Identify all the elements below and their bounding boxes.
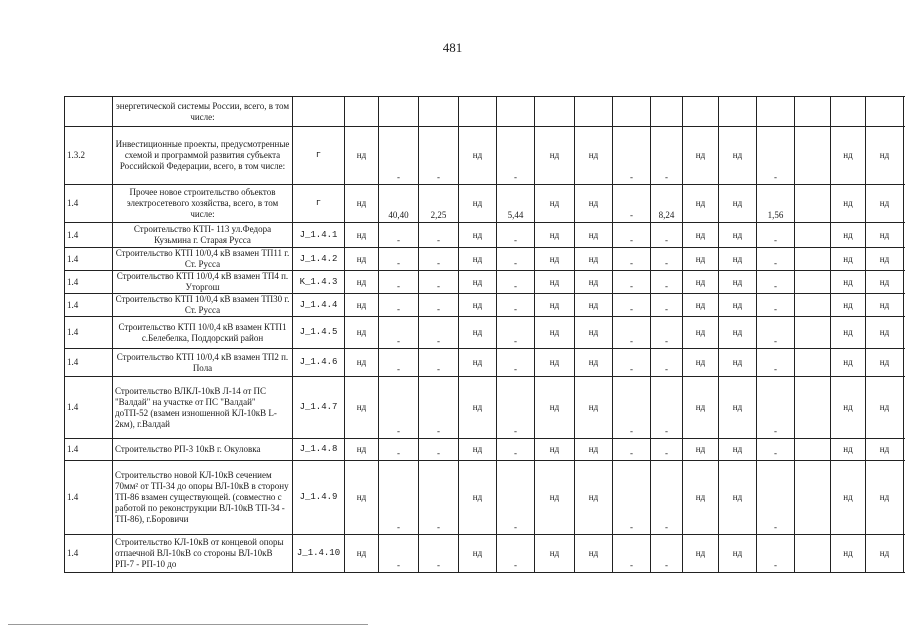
value-cell: нд [683,223,719,248]
value-cell: - [497,248,535,271]
row-name: Прочее новое строительство объектов электросетевого хозяйства, всего, в том числе: [113,185,293,223]
row-code: K_1.4.3 [293,271,345,294]
table-row [65,535,905,573]
value-cell: нд [535,294,575,317]
value-cell: нд [866,248,904,271]
value-cell: нд [866,317,904,349]
row-number: 1.4 [65,185,113,223]
row-number: 1.4 [65,535,113,573]
value-cell: нд [866,127,904,185]
value-cell: - [757,439,795,461]
value-cell: нд [866,223,904,248]
value-cell: - [379,317,419,349]
row-name: Строительство КТП 10/0,4 кВ взамен ТП30 г. Ст. Русса [113,294,293,317]
value-cell: нд [575,377,613,439]
value-cell: нд [719,377,757,439]
value-cell: - [613,127,651,185]
value-cell: нд [719,294,757,317]
row-name: Строительство КЛ-10кВ от концевой опоры отпаечной ВЛ-10кВ со стороны ВЛ-10кВ РП-7 - РП-10 до [113,535,293,573]
value-cell: нд [535,461,575,535]
row-code: J_1.4.4 [293,294,345,317]
value-cell: - [651,349,683,377]
value-cell [795,317,831,349]
value-cell: - [613,535,651,573]
value-cell: - [497,461,535,535]
value-cell: нд [683,349,719,377]
value-cell: нд [831,127,866,185]
row-number: 1.4 [65,271,113,294]
value-cell: нд [866,377,904,439]
value-cell: нд [831,185,866,223]
value-cell [419,97,459,127]
value-cell [345,97,379,127]
row-number: 1.4 [65,248,113,271]
row-number: 1.4 [65,377,113,439]
value-cell [757,97,795,127]
value-cell: - [379,535,419,573]
value-cell: - [379,461,419,535]
value-cell: нд [683,294,719,317]
value-cell: - [379,294,419,317]
value-cell: - [651,317,683,349]
value-cell: нд [535,535,575,573]
value-cell: нд [719,535,757,573]
value-cell: - [497,317,535,349]
row-number: 1.4 [65,223,113,248]
value-cell: нд [535,317,575,349]
value-cell [613,97,651,127]
value-cell: нд [535,271,575,294]
table-row [65,294,905,317]
row-code: J_1.4.1 [293,223,345,248]
value-cell: нд [459,127,497,185]
value-cell: нд [459,461,497,535]
value-cell: нд [683,248,719,271]
value-cell: - [419,377,459,439]
value-cell: нд [459,377,497,439]
value-cell: нд [719,185,757,223]
value-cell: - [651,535,683,573]
row-name: энергетической системы России, всего, в том числе: [113,97,293,127]
row-code: J_1.4.10 [293,535,345,573]
value-cell [795,349,831,377]
value-cell: 40,40 [379,185,419,223]
value-cell: нд [575,223,613,248]
value-cell: - [757,461,795,535]
value-cell: - [757,248,795,271]
value-cell: нд [535,349,575,377]
value-cell [459,97,497,127]
value-cell: нд [535,127,575,185]
value-cell: 5,44 [497,185,535,223]
table-row [65,439,905,461]
row-code: J_1.4.6 [293,349,345,377]
value-cell: - [613,377,651,439]
row-number: 1.4 [65,461,113,535]
value-cell: нд [575,439,613,461]
value-cell: - [651,461,683,535]
row-code: г [293,127,345,185]
row-code: J_1.4.8 [293,439,345,461]
value-cell: нд [459,271,497,294]
table-row [65,223,905,248]
row-name: Строительство КТП 10/0,4 кВ взамен ТП11 г. Ст. Русса [113,248,293,271]
table-row [65,97,905,127]
value-cell: нд [831,349,866,377]
row-name: Инвестиционные проекты, предусмотренные схемой и программой развития субъекта Российской Федерации, всего, в том числе: [113,127,293,185]
row-code: J_1.4.2 [293,248,345,271]
value-cell [795,439,831,461]
value-cell: - [613,271,651,294]
value-cell: нд [683,271,719,294]
value-cell: - [757,535,795,573]
value-cell: - [379,248,419,271]
value-cell [795,271,831,294]
value-cell: нд [345,535,379,573]
investment-table [64,96,905,573]
value-cell: - [419,248,459,271]
value-cell: нд [866,439,904,461]
value-cell [795,127,831,185]
value-cell: нд [459,185,497,223]
value-cell: 8,24 [651,185,683,223]
value-cell: - [651,439,683,461]
footer-rule [8,624,368,625]
value-cell: нд [575,127,613,185]
value-cell: нд [719,127,757,185]
row-name: Строительство новой КЛ-10кВ сечением 70мм² от ТП-34 до опоры ВЛ-10кВ в сторону ТП-86 взамен существующей. (совместно с работой по реконструкции ВЛ-10кВ ТП-34 - ТП-86), г.Боровичи [113,461,293,535]
value-cell: - [651,294,683,317]
value-cell: - [419,223,459,248]
value-cell: - [613,349,651,377]
value-cell: - [379,439,419,461]
value-cell: нд [831,294,866,317]
value-cell: нд [831,271,866,294]
value-cell [651,97,683,127]
value-cell: нд [831,377,866,439]
value-cell: нд [575,294,613,317]
value-cell: нд [575,248,613,271]
value-cell: нд [575,317,613,349]
row-number: 1.4 [65,294,113,317]
value-cell: - [497,535,535,573]
row-code: г [293,185,345,223]
value-cell: нд [459,248,497,271]
value-cell: - [757,127,795,185]
value-cell: - [379,377,419,439]
value-cell [795,461,831,535]
row-code [293,97,345,127]
row-number: 1.4 [65,439,113,461]
value-cell [795,97,831,127]
value-cell: нд [345,377,379,439]
row-name: Строительство КТП 10/0,4 кВ взамен КТП1 с.Белебелка, Поддорский район [113,317,293,349]
value-cell: нд [719,461,757,535]
value-cell: нд [719,271,757,294]
value-cell: - [757,294,795,317]
value-cell: нд [345,248,379,271]
value-cell: - [419,535,459,573]
row-number [65,97,113,127]
value-cell: - [379,349,419,377]
value-cell: - [419,349,459,377]
value-cell: нд [575,535,613,573]
value-cell: нд [683,461,719,535]
value-cell: - [497,349,535,377]
table-row [65,185,905,223]
value-cell: нд [345,439,379,461]
value-cell: нд [719,349,757,377]
value-cell: - [419,294,459,317]
value-cell: нд [831,461,866,535]
value-cell [795,377,831,439]
value-cell [719,97,757,127]
value-cell: - [419,439,459,461]
value-cell: нд [459,317,497,349]
value-cell: нд [459,349,497,377]
value-cell: - [497,294,535,317]
value-cell: - [757,223,795,248]
value-cell: нд [683,535,719,573]
value-cell: нд [345,271,379,294]
value-cell: - [419,461,459,535]
value-cell [866,97,904,127]
row-name: Строительство КТП 10/0,4 кВ взамен ТП2 п. Пола [113,349,293,377]
row-name: Строительство КТП 10/0,4 кВ взамен ТП4 п. Уторгош [113,271,293,294]
value-cell: - [379,223,419,248]
value-cell [831,97,866,127]
value-cell: нд [683,439,719,461]
value-cell: - [497,223,535,248]
value-cell: нд [345,461,379,535]
value-cell: - [651,271,683,294]
row-name: Строительство РП-3 10кВ г. Окуловка [113,439,293,461]
table-row [65,127,905,185]
table-row [65,461,905,535]
value-cell: - [651,127,683,185]
value-cell: нд [683,377,719,439]
value-cell [795,185,831,223]
row-name: Строительство ВЛКЛ-10кВ Л-14 от ПС "Валдай" на участке от ПС "Валдай" доТП-52 (взамен изношенной КЛ-10кВ L-2км), г.Валдай [113,377,293,439]
value-cell: нд [831,535,866,573]
value-cell: нд [345,127,379,185]
value-cell: нд [719,317,757,349]
value-cell: нд [535,248,575,271]
value-cell: нд [345,223,379,248]
value-cell: - [419,271,459,294]
value-cell: нд [683,185,719,223]
value-cell [795,248,831,271]
value-cell: нд [866,185,904,223]
value-cell: - [379,127,419,185]
value-cell: нд [459,294,497,317]
value-cell: - [497,377,535,439]
value-cell: нд [866,461,904,535]
value-cell: нд [459,439,497,461]
value-cell: нд [831,439,866,461]
value-cell: нд [535,185,575,223]
value-cell: нд [866,535,904,573]
value-cell [795,294,831,317]
value-cell: нд [831,223,866,248]
row-code: J_1.4.5 [293,317,345,349]
table-row [65,248,905,271]
row-number: 1.4 [65,349,113,377]
value-cell: - [379,271,419,294]
value-cell: - [419,317,459,349]
value-cell: нд [719,223,757,248]
value-cell [535,97,575,127]
row-number: 1.3.2 [65,127,113,185]
value-cell: - [613,248,651,271]
value-cell: - [651,377,683,439]
value-cell: - [757,271,795,294]
value-cell: нд [683,317,719,349]
value-cell: нд [866,294,904,317]
page-number: 481 [442,40,463,55]
row-number: 1.4 [65,317,113,349]
value-cell: нд [719,248,757,271]
value-cell [379,97,419,127]
row-code: J_1.4.7 [293,377,345,439]
value-cell: нд [575,349,613,377]
value-cell: нд [575,271,613,294]
value-cell: нд [831,248,866,271]
value-cell: нд [866,271,904,294]
value-cell: - [651,223,683,248]
value-cell: - [613,461,651,535]
value-cell: нд [719,439,757,461]
value-cell: нд [535,377,575,439]
value-cell: - [757,317,795,349]
value-cell: нд [459,223,497,248]
table-row [65,349,905,377]
value-cell: - [757,349,795,377]
value-cell: - [613,317,651,349]
value-cell [683,97,719,127]
value-cell: - [419,127,459,185]
row-code: J_1.4.9 [293,461,345,535]
value-cell: - [613,223,651,248]
value-cell: - [497,271,535,294]
value-cell: - [497,439,535,461]
value-cell: 2,25 [419,185,459,223]
value-cell: нд [345,317,379,349]
value-cell: - [613,185,651,223]
value-cell: нд [831,317,866,349]
value-cell: нд [683,127,719,185]
value-cell [795,535,831,573]
value-cell: 1,56 [757,185,795,223]
value-cell: нд [459,535,497,573]
value-cell [575,97,613,127]
table-row [65,377,905,439]
table-row [65,317,905,349]
table-row [65,271,905,294]
value-cell: нд [575,185,613,223]
value-cell: - [497,127,535,185]
value-cell: нд [345,185,379,223]
value-cell: нд [575,461,613,535]
value-cell: нд [345,294,379,317]
value-cell: - [613,294,651,317]
value-cell: нд [535,439,575,461]
value-cell: нд [535,223,575,248]
row-name: Строительство КТП- 113 ул.Федора Кузьмина г. Старая Русса [113,223,293,248]
value-cell: - [613,439,651,461]
value-cell [497,97,535,127]
value-cell: - [651,248,683,271]
value-cell: - [757,377,795,439]
value-cell: нд [866,349,904,377]
value-cell: нд [345,349,379,377]
value-cell [795,223,831,248]
